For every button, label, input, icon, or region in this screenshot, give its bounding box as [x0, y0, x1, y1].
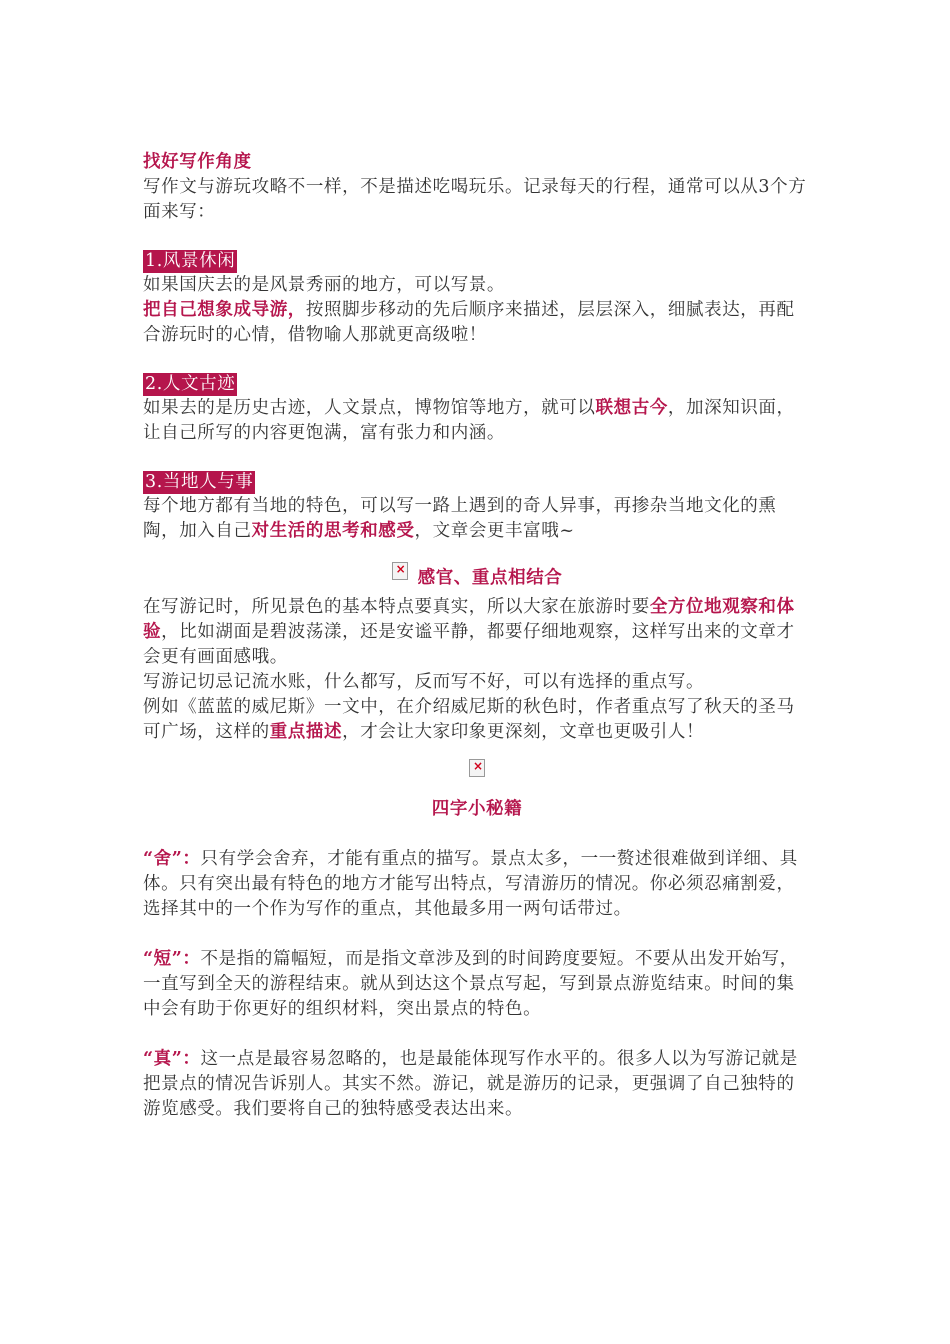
- tip-zhen-text: 这一点是最容易忽略的，也是最能体现写作水平的。很多人以为写游记就是把景点的情况告诉别人。其实不然。游记，就是游历的记录，更强调了自己独特的游览感受。我们要将自己的独特感受表达出来。: [143, 1048, 798, 1119]
- tip-she-key: “舍”：: [143, 848, 201, 869]
- senses-paragraph-3: [143, 695, 811, 745]
- article: [143, 150, 811, 1122]
- locals-text-after: ，文章会更丰富哦~: [414, 521, 575, 541]
- tag-locals: 3.当地人与事: [145, 472, 254, 492]
- section-title-tips: 四字小秘籍: [431, 798, 523, 819]
- culture-text-after: ，加深知识面，让自己所写的内容更饱满，富有张力和内涵。: [143, 398, 795, 443]
- tip-duan-key: “短”：: [143, 948, 201, 969]
- tip-zhen-key: “真”：: [143, 1048, 201, 1069]
- senses-p1-before: 在写游记时，所见景色的基本特点要真实，所以大家在旅游时要: [143, 597, 650, 617]
- broken-image-row: [143, 757, 811, 777]
- section-header-senses: [143, 566, 811, 591]
- tip-she-text: 只有学会舍弃，才能有重点的描写。景点太多，一一赘述很难做到详细、具体。只有突出最有特色的地方才能写出特点，写清游历的情况。你必须忍痛割爱，选择其中的一个作为写作的重点，其他最多用一两句话带过。: [143, 848, 798, 919]
- locals-text: [143, 494, 811, 544]
- section-intro: 写作文与游玩攻略不一样，不是描述吃喝玩乐。记录每天的行程，通常可以从3个方面来写：: [143, 177, 807, 222]
- culture-text-before: 如果去的是历史古迹，人文景点，博物馆等地方，就可以: [143, 398, 596, 418]
- senses-p3-before: 例如《蓝蓝的威尼斯》一文中，在介绍威尼斯的秋色时，作者重点写了秋天的圣马可广场，这样的: [143, 697, 795, 742]
- scenery-text-2: [143, 298, 811, 348]
- senses-paragraph-2: 写游记切忌记流水账，什么都写，反而写不好，可以有选择的重点写。: [143, 672, 705, 692]
- scenery-text-1: 如果国庆去的是风景秀丽的地方，可以写景。: [143, 275, 505, 295]
- tip-duan-text: 不是指的篇幅短，而是指文章涉及到的时间跨度要短。不要从出发开始写，一直写到全天的游程结束。就从到达这个景点写起，写到景点游览结束。时间的集中会有助于你更好的组织材料，突出景点的特色。: [143, 948, 798, 1019]
- scenery-text-2-rest: 按照脚步移动的先后顺序来描述，层层深入，细腻表达，再配合游玩时的心情，借物喻人那就更高级啦！: [143, 300, 795, 345]
- section-title-writing-angle: 找好写作角度: [143, 152, 252, 172]
- section-title-senses: 感官、重点相结合: [417, 568, 563, 588]
- tip-zhen: [143, 1047, 811, 1122]
- senses-p3-after: ，才会让大家印象更深刻，文章也更吸引人！: [342, 722, 705, 742]
- tip-she: [143, 847, 811, 922]
- scenery-highlight: 把自己想象成导游，: [143, 300, 306, 320]
- focus-highlight: 重点描述: [269, 722, 343, 742]
- tip-duan: [143, 947, 811, 1022]
- senses-paragraph-1: [143, 595, 811, 670]
- senses-p1-after: ，比如湖面是碧波荡漾，还是安谧平静，都要仔细地观察，这样写出来的文章才会更有画面感哦。: [143, 622, 795, 667]
- locals-text-before: 每个地方都有当地的特色，可以写一路上遇到的奇人异事，再掺杂当地文化的熏陶，加入自己: [143, 496, 777, 541]
- locals-highlight: 对生活的思考和感受: [251, 521, 415, 541]
- broken-image-icon: [392, 562, 408, 580]
- culture-highlight: 联想古今: [595, 398, 668, 418]
- tag-culture: 2.人文古迹: [145, 374, 236, 394]
- culture-text: [143, 396, 811, 446]
- tag-scenery: 1.风景休闲: [145, 251, 236, 271]
- broken-image-icon: [469, 759, 485, 777]
- senses-highlight: 全方位地观察和体验: [143, 597, 795, 642]
